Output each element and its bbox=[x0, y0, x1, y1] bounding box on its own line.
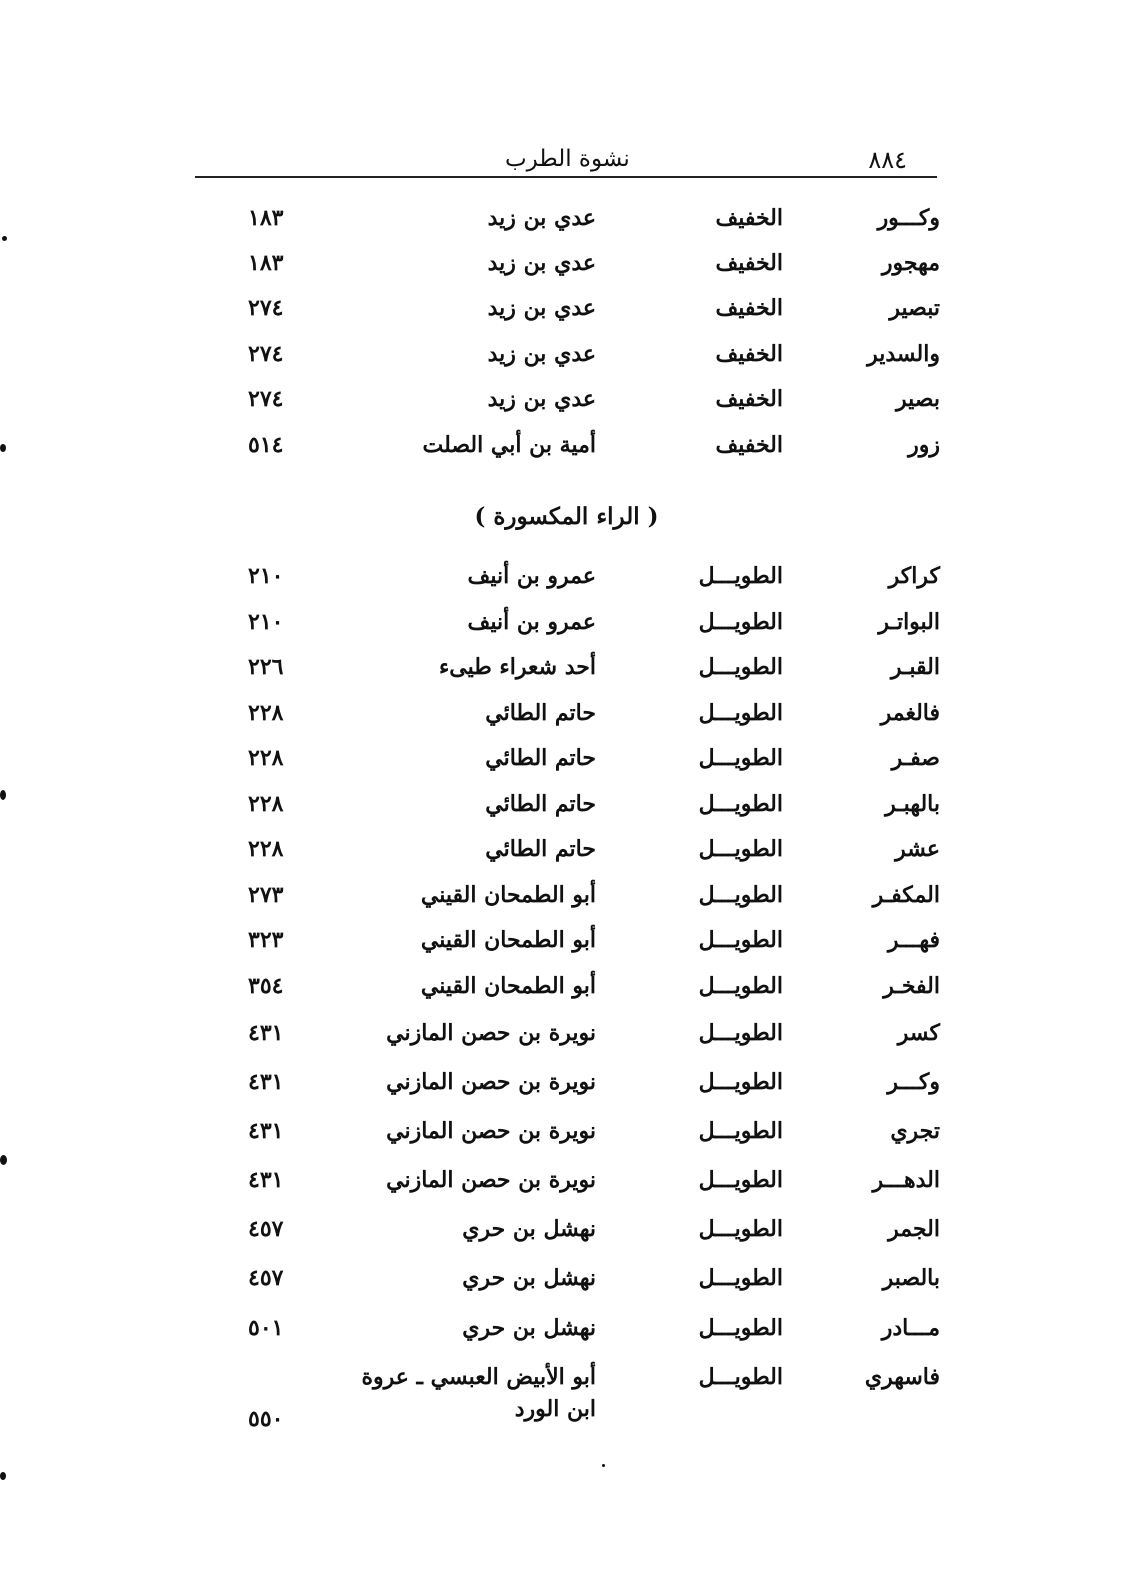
page-number: ٨٨٤ bbox=[868, 146, 907, 174]
page-reference: ٤٥٧ bbox=[248, 1265, 284, 1291]
table-row bbox=[0, 432, 1133, 472]
table-row-multiline bbox=[0, 1364, 1133, 1444]
rhyme-word: تجري bbox=[890, 1118, 940, 1144]
page-header bbox=[195, 138, 937, 178]
page-reference: ٤٣١ bbox=[248, 1167, 284, 1193]
meter-name: الطويـــل bbox=[698, 1020, 783, 1046]
poet-name: أحد شعراء طيىء bbox=[438, 654, 596, 680]
page-reference: ٣٥٤ bbox=[248, 973, 284, 999]
poet-name: نويرة بن حصن المازني bbox=[386, 1020, 596, 1046]
meter-name: الطويـــل bbox=[698, 791, 783, 817]
table-row bbox=[0, 836, 1133, 876]
rhyme-word: فالغمر bbox=[880, 700, 940, 726]
rhyme-word: مهجور bbox=[881, 250, 940, 276]
page-reference: ٢٧٤ bbox=[248, 386, 284, 412]
rhyme-word: تبصير bbox=[889, 295, 940, 321]
page-reference: ٢٢٨ bbox=[248, 745, 284, 771]
page-reference: ٥١٤ bbox=[248, 432, 284, 458]
rhyme-word: الجمر bbox=[888, 1216, 940, 1242]
poet-name: حاتم الطائي bbox=[485, 791, 596, 817]
meter-name: الطويـــل bbox=[698, 927, 783, 953]
rhyme-word: وكـــر bbox=[887, 1069, 940, 1095]
rhyme-word: كسر bbox=[897, 1020, 940, 1046]
rhyme-word: المكفـر bbox=[872, 882, 940, 908]
table-row bbox=[0, 1069, 1133, 1109]
poet-name: أبو الطمحان القيني bbox=[420, 882, 596, 908]
table-row bbox=[0, 973, 1133, 1013]
table-row bbox=[0, 563, 1133, 603]
table-row bbox=[0, 295, 1133, 335]
scan-speck bbox=[0, 444, 6, 452]
poet-name: نويرة بن حصن المازني bbox=[386, 1069, 596, 1095]
meter-name: الطويـــل bbox=[698, 1216, 783, 1242]
table-row bbox=[0, 700, 1133, 740]
poet-name: عدي بن زيد bbox=[487, 250, 596, 276]
page-reference: ٤٣١ bbox=[248, 1118, 284, 1144]
meter-name: الطويـــل bbox=[698, 836, 783, 862]
page-reference: ٤٣١ bbox=[248, 1020, 284, 1046]
meter-name: الطويـــل bbox=[698, 654, 783, 680]
page-reference: ٢١٠ bbox=[248, 609, 284, 635]
rhyme-word: كراكر bbox=[888, 563, 940, 589]
page-reference: ٢٧٣ bbox=[248, 882, 284, 908]
poet-name: عدي بن زيد bbox=[487, 386, 596, 412]
rhyme-word: مـــادر bbox=[881, 1315, 940, 1341]
page-reference: ٣٢٣ bbox=[248, 927, 284, 953]
meter-name: الطويـــل bbox=[698, 609, 783, 635]
table-row bbox=[0, 654, 1133, 694]
poet-name: عدي بن زيد bbox=[487, 295, 596, 321]
table-row bbox=[0, 205, 1133, 245]
scan-speck bbox=[0, 790, 6, 800]
page-reference: ٥٠١ bbox=[248, 1315, 284, 1341]
meter-name: الطويـــل bbox=[698, 1315, 783, 1341]
table-row bbox=[0, 1216, 1133, 1256]
scan-speck bbox=[0, 1472, 6, 1480]
page-reference: ٢٢٨ bbox=[248, 791, 284, 817]
poet-name: نويرة بن حصن المازني bbox=[386, 1118, 596, 1144]
scan-speck bbox=[0, 1155, 7, 1165]
page-reference: ١٨٣ bbox=[248, 205, 284, 231]
page-reference: ٢٧٤ bbox=[248, 295, 284, 321]
meter-name: الخفيف bbox=[715, 432, 783, 458]
table-row bbox=[0, 927, 1133, 967]
meter-name: الطويـــل bbox=[698, 563, 783, 589]
page-reference: ١٨٣ bbox=[248, 250, 284, 276]
rhyme-word: فهـــر bbox=[887, 927, 940, 953]
poet-name: نويرة بن حصن المازني bbox=[386, 1167, 596, 1193]
meter-name: الطويـــل bbox=[698, 745, 783, 771]
rhyme-word: عشر bbox=[895, 836, 940, 862]
table-row bbox=[0, 609, 1133, 649]
meter-name: الطويـــل bbox=[698, 700, 783, 726]
page-reference: ٤٣١ bbox=[248, 1069, 284, 1095]
rhyme-word: زور bbox=[908, 432, 940, 458]
rhyme-word: الدهـــر bbox=[872, 1167, 940, 1193]
page-reference: ٢٧٤ bbox=[248, 341, 284, 367]
rhyme-word: صفـر bbox=[891, 745, 940, 771]
poet-name: عدي بن زيد bbox=[487, 205, 596, 231]
table-row bbox=[0, 882, 1133, 922]
rhyme-word: بالصبر bbox=[882, 1265, 940, 1291]
scan-speck bbox=[2, 236, 7, 241]
scan-speck bbox=[602, 1464, 605, 1467]
poet-name: عمرو بن أنيف bbox=[467, 609, 596, 635]
rhyme-word: والسدير bbox=[867, 341, 940, 367]
poet-name: حاتم الطائي bbox=[485, 745, 596, 771]
meter-name: الخفيف bbox=[715, 341, 783, 367]
page-reference: ٥٥٠ bbox=[248, 1406, 284, 1432]
poet-name: أبو الطمحان القيني bbox=[420, 927, 596, 953]
table-row bbox=[0, 386, 1133, 426]
page-reference: ٤٥٧ bbox=[248, 1216, 284, 1242]
poet-name: نهشل بن حري bbox=[462, 1265, 596, 1291]
table-row bbox=[0, 1265, 1133, 1305]
meter-name: الطويـــل bbox=[698, 1364, 783, 1390]
table-row bbox=[0, 1167, 1133, 1207]
table-row bbox=[0, 341, 1133, 381]
page-reference: ٢١٠ bbox=[248, 563, 284, 589]
poet-name: نهشل بن حري bbox=[462, 1216, 596, 1242]
meter-name: الخفيف bbox=[715, 386, 783, 412]
poet-name: أبو الطمحان القيني bbox=[420, 973, 596, 999]
poet-name-line-2: ابن الورد bbox=[514, 1396, 596, 1422]
table-row bbox=[0, 1118, 1133, 1158]
meter-name: الطويـــل bbox=[698, 882, 783, 908]
rhyme-word: بالهبـر bbox=[885, 791, 940, 817]
poet-name: عمرو بن أنيف bbox=[467, 563, 596, 589]
section-heading: ( الراء المكسورة ) bbox=[474, 503, 659, 530]
meter-name: الطويـــل bbox=[698, 1167, 783, 1193]
poet-name: حاتم الطائي bbox=[485, 700, 596, 726]
rhyme-word: الفخـر bbox=[883, 973, 940, 999]
meter-name: الطويـــل bbox=[698, 1265, 783, 1291]
meter-name: الطويـــل bbox=[698, 973, 783, 999]
meter-name: الخفيف bbox=[715, 250, 783, 276]
rhyme-word: فاسهري bbox=[864, 1364, 940, 1390]
rhyme-word: بصير bbox=[896, 386, 940, 412]
table-row bbox=[0, 745, 1133, 785]
page-reference: ٢٢٦ bbox=[248, 654, 284, 680]
rhyme-word: القبـر bbox=[890, 654, 940, 680]
meter-name: الخفيف bbox=[715, 295, 783, 321]
rhyme-word: البواتـر bbox=[878, 609, 940, 635]
table-row bbox=[0, 250, 1133, 290]
meter-name: الخفيف bbox=[715, 205, 783, 231]
poet-name: نهشل بن حري bbox=[462, 1315, 596, 1341]
poet-name: حاتم الطائي bbox=[485, 836, 596, 862]
table-row bbox=[0, 1020, 1133, 1060]
poet-name bbox=[316, 1364, 596, 1422]
page-reference: ٢٢٨ bbox=[248, 700, 284, 726]
page-reference: ٢٢٨ bbox=[248, 836, 284, 862]
poet-name: عدي بن زيد bbox=[487, 341, 596, 367]
poet-name: أمية بن أبي الصلت bbox=[422, 432, 596, 458]
poet-name-line-1: أبو الأبيض العبسي ـ عروة bbox=[361, 1364, 596, 1390]
table-row bbox=[0, 791, 1133, 831]
rhyme-word: وكـــور bbox=[877, 205, 940, 231]
table-row bbox=[0, 1315, 1133, 1355]
meter-name: الطويـــل bbox=[698, 1069, 783, 1095]
book-title: نشوة الطرب bbox=[505, 146, 630, 172]
meter-name: الطويـــل bbox=[698, 1118, 783, 1144]
